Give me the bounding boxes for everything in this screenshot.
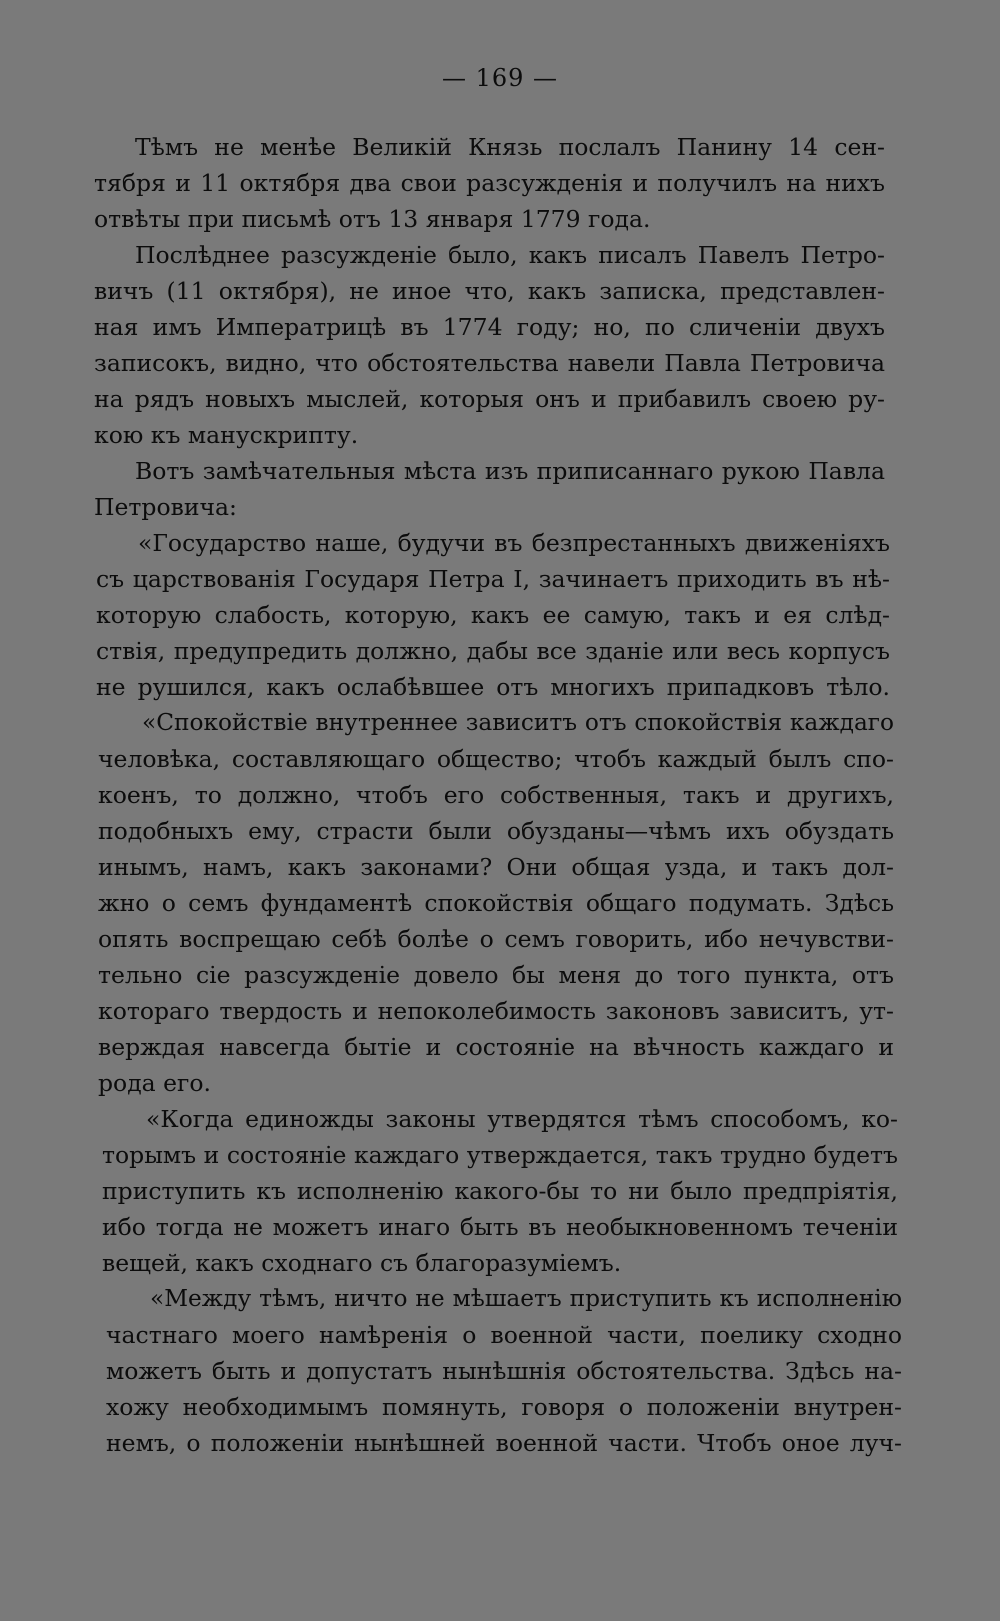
text-line: ибо тогда не можетъ инаго быть въ необыкновенномъ теченіи xyxy=(102,1213,898,1241)
text-line: инымъ, намъ, какъ законами? Они общая узда, и такъ дол- xyxy=(98,853,894,881)
text-line: коенъ, то должно, чтобъ его собственныя, такъ и другихъ, xyxy=(98,781,894,809)
text-line: Петровича: xyxy=(94,493,237,521)
text-line: приступить къ исполненію какого-бы то ни было предпріятія, xyxy=(102,1177,898,1205)
text-line: жно о семъ фундаментѣ спокойствія общаго подумать. Здѣсь xyxy=(98,889,894,917)
text-line: немъ, о положеніи нынѣшней военной части. Чтобъ оное луч- xyxy=(106,1429,902,1457)
text-line: съ царствованія Государя Петра I, зачинаетъ приходить въ нѣ- xyxy=(96,565,890,593)
text-line: можетъ быть и допустатъ нынѣшнія обстоятельства. Здѣсь на- xyxy=(106,1357,902,1385)
text-line: «Когда единожды законы утвердятся тѣмъ способомъ, ко- xyxy=(146,1105,898,1133)
text-line: хожу необходимымъ помянуть, говоря о положеніи внутрен- xyxy=(106,1393,902,1421)
text-line: «Государство наше, будучи въ безпрестанныхъ движеніяхъ xyxy=(138,529,890,557)
text-line: подобныхъ ему, страсти были обузданы—чѣмъ ихъ обуздать xyxy=(98,817,894,845)
text-line: вичъ (11 октября), не иное что, какъ записка, представлен- xyxy=(94,277,885,305)
text-line: верждая навсегда бытіе и состояніе на вѣчность каждаго и xyxy=(98,1033,894,1061)
text-line: на рядъ новыхъ мыслей, которыя онъ и прибавилъ своею ру- xyxy=(94,385,885,413)
text-line: вещей, какъ сходнаго съ благоразуміемъ. xyxy=(102,1249,622,1277)
text-line: тября и 11 октября два свои разсужденія и получилъ на нихъ xyxy=(94,169,885,197)
page-number: — 169 — xyxy=(441,64,559,92)
text-line: торымъ и состояніе каждаго утверждается, такъ трудно будетъ xyxy=(102,1141,898,1169)
text-line: отвѣты при письмѣ отъ 13 января 1779 года. xyxy=(94,205,651,233)
text-line: Послѣднее разсужденіе было, какъ писалъ Павелъ Петро- xyxy=(135,241,885,269)
text-line: человѣка, составляющаго общество; чтобъ каждый былъ спо- xyxy=(98,745,894,773)
text-line: рода его. xyxy=(98,1069,211,1097)
text-line: котораго твердость и непоколебимость законовъ зависитъ, ут- xyxy=(98,997,894,1025)
text-line: «Спокойствіе внутреннее зависитъ отъ спокойствія каждаго xyxy=(142,709,894,736)
text-line: ная имъ Императрицѣ въ 1774 году; но, по сличеніи двухъ xyxy=(94,313,885,341)
text-line: которую слабость, которую, какъ ее самую, такъ и ея слѣд- xyxy=(96,601,890,629)
text-line: тельно сіе разсужденіе довело бы меня до того пункта, отъ xyxy=(98,961,894,989)
text-line: записокъ, видно, что обстоятельства навели Павла Петровича xyxy=(94,349,885,377)
text-line: «Между тѣмъ, ничто не мѣшаетъ приступить къ исполненію xyxy=(150,1285,902,1312)
text-line: ствія, предупредить должно, дабы все зданіе или весь корпусъ xyxy=(96,637,890,665)
text-line: Тѣмъ не менѣе Великій Князь послалъ Панину 14 сен- xyxy=(135,133,885,161)
text-line: частнаго моего намѣренія о военной части, поелику сходно xyxy=(106,1321,902,1349)
text-line: кою къ манускрипту. xyxy=(94,421,359,449)
text-line: не рушился, какъ ослабѣвшее отъ многихъ припадковъ тѣло. xyxy=(96,673,890,701)
text-line: опять воспрещаю себѣ болѣе о семъ говорить, ибо нечувстви- xyxy=(98,925,894,953)
text-line: Вотъ замѣчательныя мѣста изъ приписаннаго рукою Павла xyxy=(135,457,885,485)
